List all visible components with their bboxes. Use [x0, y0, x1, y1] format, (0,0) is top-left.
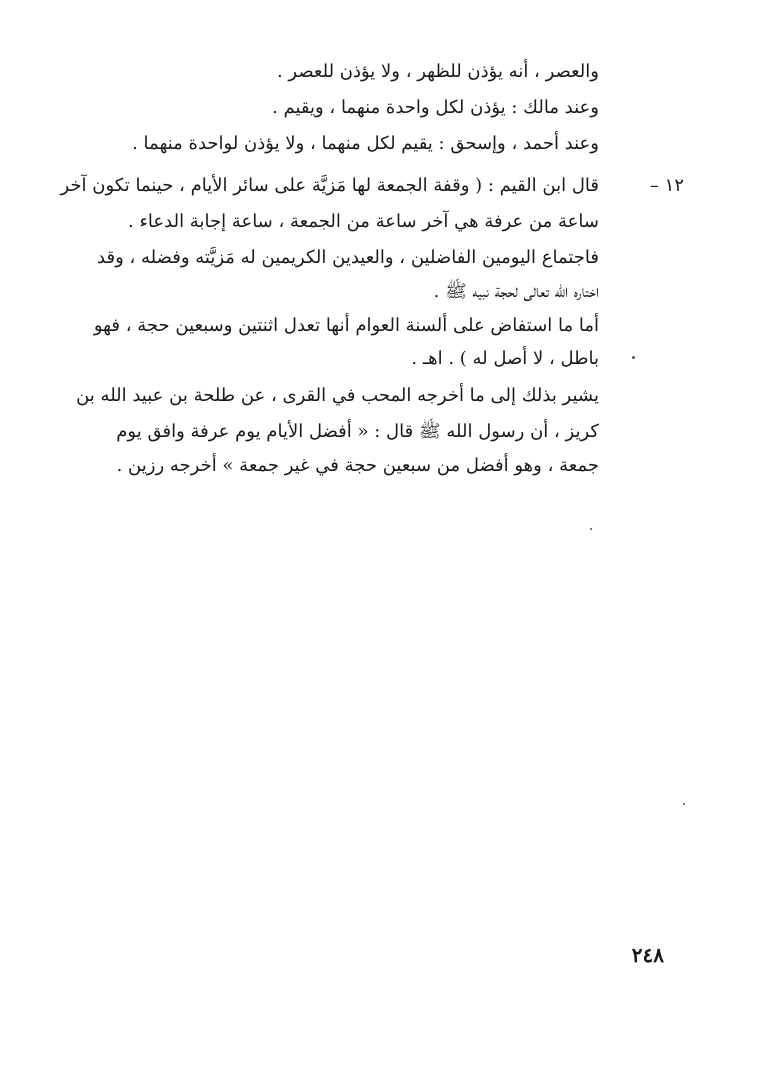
scan-speck — [590, 528, 592, 530]
text-line-9: باطل ، لا أصل له ) . اهـ . — [411, 348, 599, 369]
text-line-1: والعصر ، أنه يؤذن للظهر ، ولا يؤذن للعصر . — [276, 61, 599, 82]
page-number: ٢٤٨ — [631, 943, 664, 967]
text-line-3: وعند أحمد ، وإسحق : يقيم لكل منهما ، ولا يؤذن لواحدة منهما . — [132, 133, 599, 154]
text-line-4: قال ابن القيم : ( وقفة الجمعة لها مَزيَّة على سائر الأيام ، حينما تكون آخر — [60, 175, 599, 196]
text-line-11: كريز ، أن رسول الله ﷺ قال : « أفضل الأيام يوم عرفة وافق يوم — [116, 421, 599, 442]
text-line-2: وعند مالك : يؤذن لكل واحدة منهما ، ويقيم . — [272, 97, 599, 118]
text-line-5: ساعة من عرفة هي آخر ساعة من الجمعة ، ساعة إجابة الدعاء . — [128, 211, 599, 232]
text-line-8: أما ما استفاض على ألسنة العوام أنها تعدل اثنتين وسبعين حجة ، فهو — [93, 315, 599, 336]
text-line-12: جمعة ، وهو أفضل من سبعين حجة في غير جمعة » أخرجه رزين . — [116, 455, 599, 476]
text-line-7: اختاره الله تعالى لحجة نبيه ﷺ . — [433, 281, 599, 302]
scan-speck — [683, 803, 685, 805]
item-number: ١٢ – — [649, 175, 684, 196]
text-line-10: يشير بذلك إلى ما أخرجه المحب في القرى ، عن طلحة بن عبيد الله بن — [76, 385, 599, 406]
text-line-6: فاجتماع اليومين الفاضلين ، والعيدين الكريمين له مَزيَّته وفضله ، وقد — [97, 247, 599, 268]
scan-speck — [632, 356, 635, 359]
